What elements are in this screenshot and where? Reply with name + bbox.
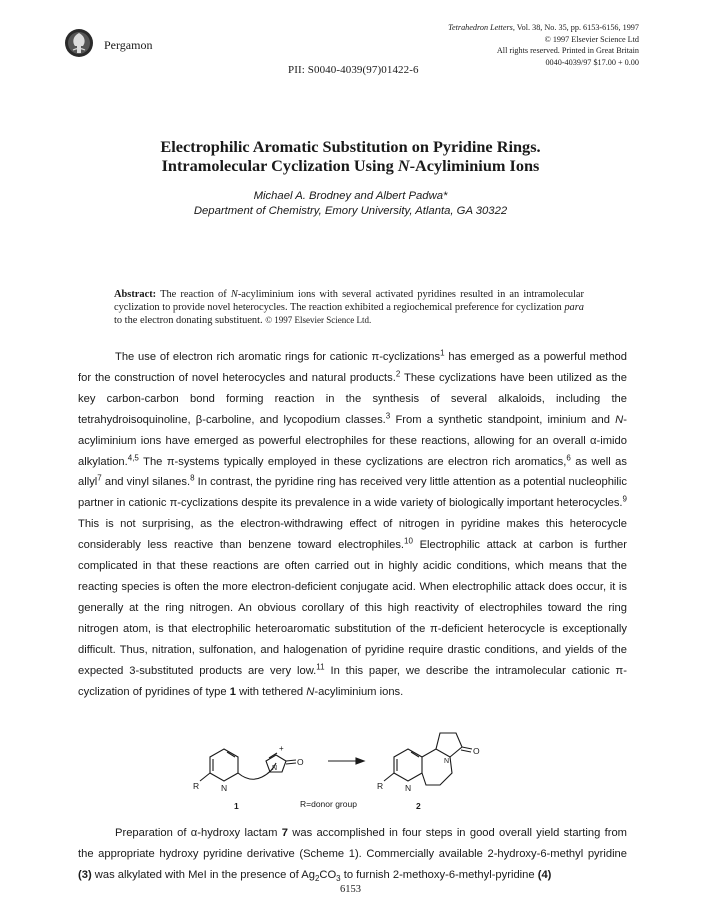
compound-2-label: 2 xyxy=(416,801,421,811)
carbonyl-oxygen-left: O xyxy=(297,757,304,767)
body-text-continued xyxy=(78,823,627,886)
abstract-copyright: © 1997 Elsevier Science Ltd. xyxy=(265,315,372,326)
paragraph: The use of electron rich aromatic rings for cationic π-cyclizations$^1$ has emerged as a powerful method for the construction of novel heterocycles and natural products.$^2$ These cyclizations have been utilized as the key carbon-carbon bond forming reaction in the synthesis of several alkaloids, including the tetrahydroisoquinoline, β-carboline, and lycopodium classes.$^3$ From a synthetic standpoint, iminium and N-acyliminium ions have emerged as powerful electrophiles for these reactions, allowing for an overall α-imido alkylation.$^{4,5}$ The π-systems typically employed in these cyclizations are electron rich aromatics,$^6$ as well as allyl$^7$ and vinyl silanes.$^8$ In contrast, the pyridine ring has received very little attention as a potential nucleophilic partner in cationic π-cyclizations despite its prevalence in a wide variety of biologically important heterocycles.$^9$ This is not surprising, as the electron-withdrawing effect of nitrogen in pyridine makes this heterocycle considerably less reactive than benzene toward electrophiles.$^{10}$ Electrophilic attack at carbon is further complicated in that these reactions are often carried out in highly acidic conditions, which means that the reacting species is often the more electron-deficient conjugate acid. When electrophilic attack does occur, it is generally at the ring nitrogen. An obvious corollary of this high reactivity of electrophiles toward the ring nitrogen atom, is that electrophilic heteroaromatic substitution of the π-deficient heterocycle is exceptionally difficult. Thus, nitration, sulfonation, and halogenation of pyridine require drastic conditions, and yields of the expected 3-substituted products are very low.$^{11}$ In this paper, we describe the intramolecular cationic π-cyclization of pyridines of type 1 with tethered N-acyliminium ions. xyxy=(78,348,627,698)
elsevier-tree-icon xyxy=(64,28,94,58)
lactam-nitrogen: N xyxy=(444,758,450,765)
abstract: Abstract: The reaction of N-acyliminium ions with several activated pyridines resulted in an intramolecular cyclization to provide novel heterocycles. The reaction exhibited a regiochemical preference for cyclization para to the electron donating substituent. © 1997 Elsevier Science Ltd. xyxy=(114,289,584,327)
title-line-1: Electrophilic Aromatic Substitution on Pyridine Rings. xyxy=(160,137,541,156)
abstract-label: Abstract: xyxy=(114,289,157,300)
journal-citation: Tetrahedron Letters, Vol. 38, No. 35, pp. 6153-6156, 1997 xyxy=(448,23,639,32)
ring-nitrogen-left: N xyxy=(221,783,228,793)
body-text xyxy=(78,347,627,702)
scheme-legend: R=donor group xyxy=(300,799,357,809)
page-number: 6153 xyxy=(340,884,361,895)
ring-nitrogen-right: N xyxy=(405,783,412,793)
r-substituent-right: R xyxy=(377,781,384,791)
pyridine-ring-left xyxy=(210,749,238,781)
pyrrolidinone-right xyxy=(436,733,462,757)
authors: Michael A. Brodney and Albert Padwa* xyxy=(253,190,448,202)
rights-line: All rights reserved. Printed in Great Britain xyxy=(496,46,639,56)
iminium-charge: + xyxy=(279,744,284,753)
fused-azepine-ring xyxy=(422,749,452,785)
iminium-nitrogen: N xyxy=(272,765,278,772)
r-substituent-left: R xyxy=(193,781,200,791)
article-title xyxy=(60,137,641,175)
compound-1-label: 1 xyxy=(234,801,239,811)
price-line: 0040-4039/97 $17.00 + 0.00 xyxy=(545,57,639,67)
title-line-2: Intramolecular Cyclization Using N-Acyliminium Ions xyxy=(161,156,540,175)
affiliation: Department of Chemistry, Emory University, Atlanta, GA 30322 xyxy=(193,205,508,217)
copyright-line: © 1997 Elsevier Science Ltd xyxy=(544,34,639,44)
publisher-name: Pergamon xyxy=(104,38,153,52)
reaction-arrow xyxy=(328,758,364,764)
pii: PII: S0040-4039(97)01422-6 xyxy=(288,64,419,76)
journal-info xyxy=(319,22,639,68)
reaction-scheme xyxy=(180,727,520,817)
paragraph: Preparation of α-hydroxy lactam 7 was accomplished in four steps in good overall yield starting from the appropriate hydroxy pyridine derivative (Scheme 1). Commercially available 2-hydroxy-6-methyl pyridine (3) was alkylated with MeI in the presence of $Ag_2CO_3$ to furnish 2-methoxy-6-methyl-pyridine (4) xyxy=(78,827,627,884)
carbonyl-oxygen-right: O xyxy=(473,746,480,756)
pyridine-ring-right xyxy=(394,749,422,781)
